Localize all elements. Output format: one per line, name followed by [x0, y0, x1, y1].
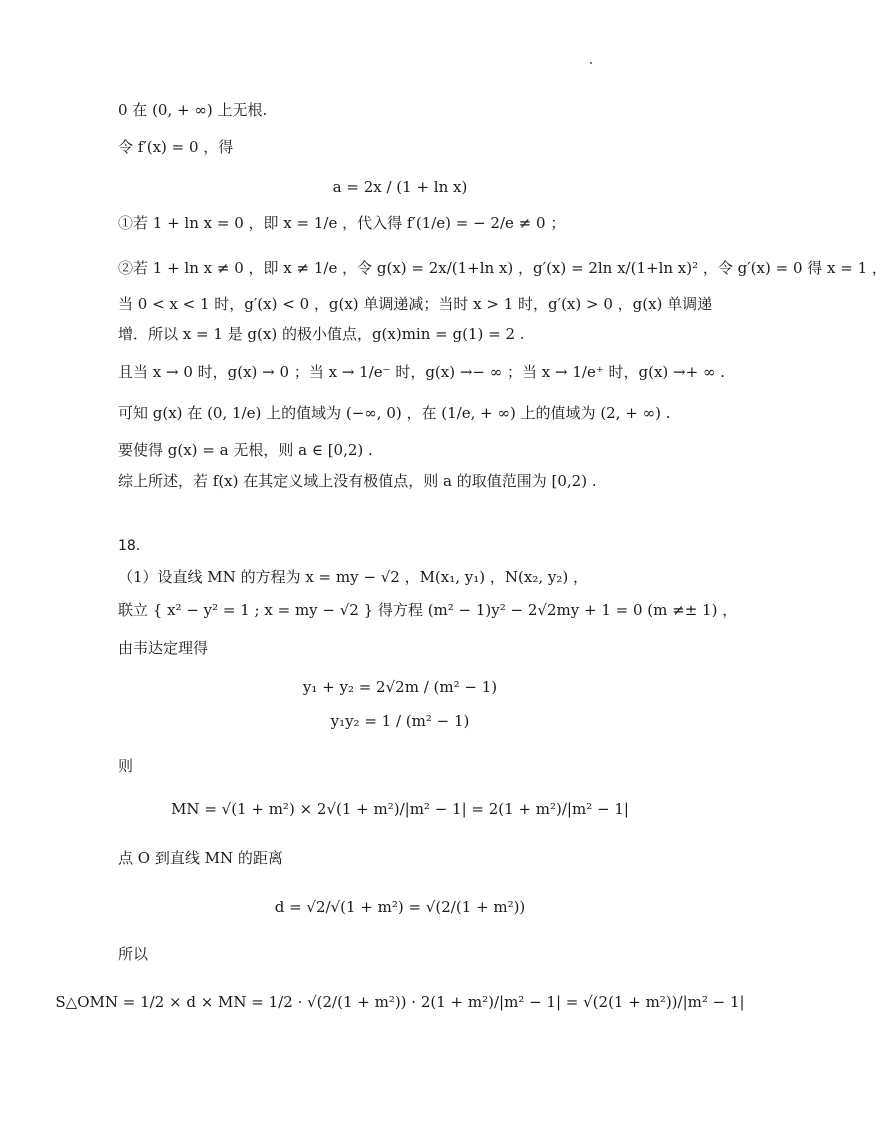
text-line-11: （1）设直线 MN 的方程为 x = my − √2 ，M(x₁, y₁) ，N(x₂, y₂) ， — [118, 568, 588, 586]
equation-a: a = 2x / (1 + ln x) — [332, 178, 468, 196]
text-line-12: 联立 { x² − y² = 1 ; x = my − √2 } 得方程 (m² − 1)y² − 2√2my + 1 = 0 (m ≠± 1) ， — [118, 601, 738, 619]
text-line-10: 综上所述，若 f(x) 在其定义域上没有极值点，则 a 的取值范围为 [0,2) . — [118, 472, 597, 490]
equation-distance: d = √2/√(1 + m²) = √(2/(1 + m²)) — [274, 898, 526, 916]
text-line-16: 所以 — [118, 945, 149, 963]
text-line-8: 可知 g(x) 在 (0, 1/e) 上的值域为 (−∞, 0) ，在 (1/e, + ∞) 上的值域为 (2, + ∞) . — [118, 404, 671, 422]
question-number: 18. — [118, 538, 141, 554]
page-mark — [590, 62, 592, 64]
text-line-4: ②若 1 + ln x ≠ 0 ，即 x ≠ 1/e ，令 g(x) = 2x/(1+ln x) ，g′(x) = 2ln x/(1+ln x)² ，令 g′(x) = 0 得 x = 1 ， — [118, 259, 887, 277]
text-line-14: 则 — [118, 757, 134, 775]
equation-area: S△OMN = 1/2 × d × MN = 1/2 · √(2/(1 + m²)) · 2(1 + m²)/|m² − 1| = √(2(1 + m²))/|m² − 1| — [55, 993, 745, 1011]
text-line-6: 增．所以 x = 1 是 g(x) 的极小值点，g(x)min = g(1) = 2 . — [118, 325, 525, 343]
text-line-13: 由韦达定理得 — [118, 639, 209, 657]
text-line-3: ①若 1 + ln x = 0 ，即 x = 1/e ，代入得 f′(1/e) = − 2/e ≠ 0 ； — [118, 214, 566, 232]
text-line-1: 0 在 (0, + ∞) 上无根. — [118, 101, 268, 119]
text-line-5: 当 0 < x < 1 时，g′(x) < 0 ，g(x) 单调递减；当时 x > 1 时，g′(x) > 0 ，g(x) 单调递 — [118, 295, 713, 313]
text-line-7: 且当 x → 0 时，g(x) → 0 ；当 x → 1/e⁻ 时，g(x) →− ∞ ；当 x → 1/e⁺ 时，g(x) →+ ∞ . — [118, 363, 725, 381]
text-line-9: 要使得 g(x) = a 无根，则 a ∈ [0,2) . — [118, 441, 373, 459]
text-line-2: 令 f′(x) = 0 ，得 — [118, 138, 234, 156]
equation-vieta-product: y₁y₂ = 1 / (m² − 1) — [330, 712, 470, 730]
equation-mn: MN = √(1 + m²) × 2√(1 + m²)/|m² − 1| = 2(1 + m²)/|m² − 1| — [171, 800, 629, 818]
equation-vieta-sum: y₁ + y₂ = 2√2m / (m² − 1) — [302, 678, 498, 696]
text-line-15: 点 O 到直线 MN 的距离 — [118, 849, 283, 867]
